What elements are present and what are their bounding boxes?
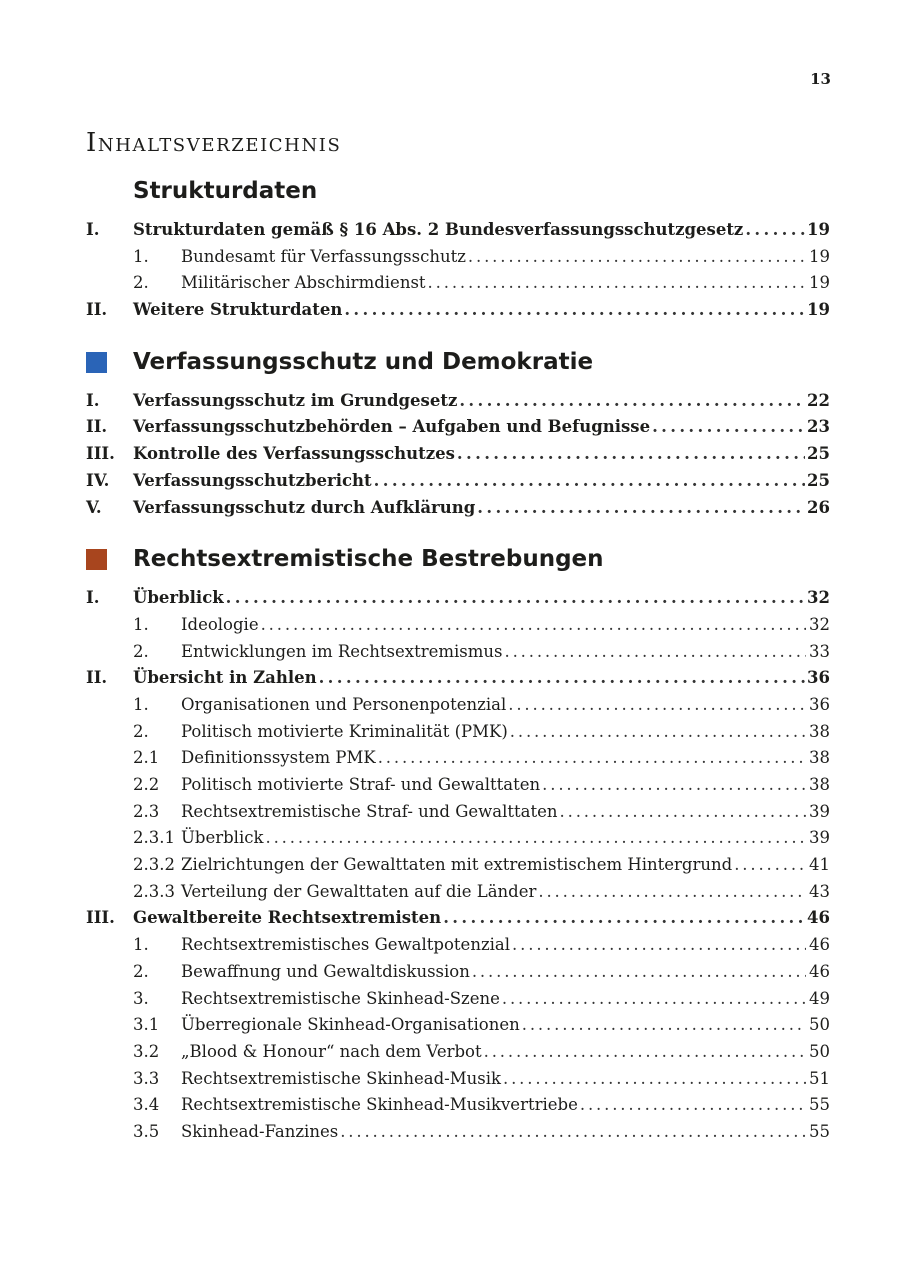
toc-entry-number: 2.3.3: [133, 881, 175, 901]
dot-leader: [652, 414, 805, 441]
dot-leader: [560, 799, 806, 826]
section-header: [86, 176, 830, 206]
dot-leader: [261, 612, 806, 639]
toc-entry-number: 2.: [133, 961, 149, 981]
toc-entry[interactable]: [86, 692, 830, 719]
toc-entry[interactable]: [86, 270, 830, 297]
section-header: [86, 544, 830, 574]
toc-entry-number: 2.: [133, 273, 149, 293]
toc-entry[interactable]: [86, 1066, 830, 1093]
toc-entry-number: III.: [86, 444, 115, 464]
dot-leader: [745, 217, 805, 244]
toc-entry-title: Militärischer Abschirmdienst: [181, 273, 426, 293]
toc-entry-number: I.: [86, 220, 100, 239]
toc-entry-page: 23: [807, 417, 830, 437]
toc-entry-title: Rechtsextremistisches Gewaltpotenzial: [181, 935, 511, 955]
toc-entry-number: V.: [86, 497, 102, 517]
dot-leader: [378, 745, 806, 772]
toc-entry-page: 46: [809, 935, 830, 955]
toc-entry-page: 55: [809, 1121, 830, 1141]
toc-entry-number: 2.3.2: [133, 855, 175, 875]
toc-entry-number: III.: [86, 908, 115, 928]
dot-leader: [504, 639, 806, 666]
toc-entry[interactable]: [86, 772, 830, 799]
toc-entry-page: 49: [809, 988, 830, 1008]
toc-entry-page: 25: [807, 444, 830, 464]
dot-leader: [522, 1012, 806, 1039]
toc-entry-title: Kontrolle des Verfassungsschutzes: [133, 444, 455, 464]
toc-entry-page: 50: [809, 1015, 830, 1035]
toc-entry[interactable]: [86, 745, 830, 772]
toc-entry-number: 3.: [133, 988, 149, 1008]
toc-entry-list: [86, 388, 830, 521]
dot-leader: [503, 1066, 806, 1093]
toc-entry-title: Verfassungsschutzbericht: [133, 470, 372, 490]
toc-entry-number: I.: [86, 390, 100, 410]
toc-entry-number: 2.2: [133, 775, 160, 794]
toc-entry[interactable]: [86, 612, 830, 639]
dot-leader: [457, 441, 805, 468]
toc-entry-title: Bundesamt für Verfassungsschutz: [181, 246, 466, 266]
toc-entry-title: Ideologie: [181, 614, 259, 634]
toc-entry-page: 22: [807, 390, 830, 410]
toc-entry[interactable]: [86, 1012, 830, 1039]
section-header: [86, 347, 830, 377]
toc-entry[interactable]: [86, 986, 830, 1013]
toc-entry-page: 55: [809, 1095, 830, 1115]
toc-entry-title: Überregionale Skinhead-Organisationen: [181, 1015, 520, 1035]
toc-entry-title: Entwicklungen im Rechtsextremismus: [181, 641, 503, 661]
toc-entry[interactable]: [86, 719, 830, 746]
toc-entry-title: Gewaltbereite Rechtsextremisten: [133, 908, 442, 928]
dot-leader: [319, 665, 805, 692]
toc-entry[interactable]: [86, 1119, 830, 1146]
toc-entry-number: 2.: [133, 721, 149, 741]
toc-entry-page: 19: [807, 220, 830, 239]
toc-entry-title: Definitionssystem PMK: [181, 748, 376, 768]
section-title: Rechtsextremistische Bestrebungen: [133, 546, 604, 573]
toc-entry-number: 2.1: [133, 748, 160, 768]
toc-entry-page: 38: [809, 748, 830, 768]
toc-entry-number: 1.: [133, 614, 149, 634]
toc-entry-title: Verfassungsschutzbehörden – Aufgaben und Befugnisse: [133, 417, 651, 437]
toc-entry-number: I.: [86, 588, 100, 608]
toc-entry-title: Strukturdaten gemäß § 16 Abs. 2 Bundesverfassungsschutzgesetz: [133, 220, 744, 239]
toc-entry[interactable]: [86, 825, 830, 852]
dot-leader: [472, 959, 806, 986]
toc-entry-number: 2.: [133, 641, 149, 661]
dot-leader: [477, 495, 805, 522]
section-color-marker: [86, 352, 107, 373]
toc-entry-number: 3.3: [133, 1068, 160, 1088]
toc-entry[interactable]: [86, 639, 830, 666]
page-number: 13: [810, 70, 831, 88]
toc-entry-page: 43: [809, 881, 830, 901]
toc-entry-number: 1.: [133, 694, 149, 714]
toc-entry-page: 19: [809, 246, 830, 266]
toc-entry-title: Verfassungsschutz im Grundgesetz: [133, 390, 458, 410]
toc-entry-page: 38: [809, 721, 830, 741]
toc-entry-title: Verfassungsschutz durch Aufklärung: [133, 497, 476, 517]
dot-leader: [265, 825, 806, 852]
toc-entry[interactable]: [86, 388, 830, 415]
toc-entry-number: II.: [86, 417, 108, 437]
toc-entry-page: 19: [807, 300, 830, 320]
toc-entry-title: Rechtsextremistische Straf- und Gewalttaten: [181, 801, 558, 821]
table-of-contents: [86, 176, 830, 1146]
toc-entry-page: 36: [807, 668, 830, 688]
toc-entry[interactable]: [86, 665, 830, 692]
toc-entry[interactable]: [86, 495, 830, 522]
toc-entry-page: 32: [807, 588, 830, 608]
toc-entry[interactable]: [86, 905, 830, 932]
toc-entry-page: 38: [809, 775, 830, 794]
toc-title: Inhaltsverzeichnis: [86, 128, 342, 158]
dot-leader: [468, 244, 806, 271]
toc-entry-title: Rechtsextremistische Skinhead-Musik: [181, 1068, 501, 1088]
toc-entry-number: 3.1: [133, 1015, 160, 1035]
dot-leader: [512, 932, 806, 959]
dot-leader: [226, 585, 805, 612]
toc-entry-page: 41: [809, 855, 830, 875]
toc-entry-page: 26: [807, 497, 830, 517]
toc-entry-list: [86, 217, 830, 324]
toc-entry[interactable]: [86, 441, 830, 468]
toc-entry[interactable]: [86, 799, 830, 826]
dot-leader: [502, 986, 806, 1013]
toc-entry-number: II.: [86, 300, 108, 320]
toc-entry-page: 19: [809, 273, 830, 293]
toc-entry-title: Skinhead-Fanzines: [181, 1121, 339, 1141]
section-title: Strukturdaten: [133, 178, 318, 204]
section-color-marker: [86, 549, 107, 570]
dot-leader: [340, 1119, 806, 1146]
dot-leader: [538, 879, 806, 906]
toc-entry-title: Politisch motivierte Straf- und Gewalttaten: [181, 775, 541, 794]
dot-leader: [459, 388, 805, 415]
toc-entry-page: 32: [809, 614, 830, 634]
toc-entry-title: Bewaffnung und Gewaltdiskussion: [181, 961, 470, 981]
dot-leader: [484, 1039, 806, 1066]
toc-entry-list: [86, 585, 830, 1145]
dot-leader: [508, 692, 806, 719]
toc-entry[interactable]: [86, 1092, 830, 1119]
toc-entry-page: 33: [809, 641, 830, 661]
toc-entry[interactable]: [86, 959, 830, 986]
toc-entry-title: Weitere Strukturdaten: [133, 300, 343, 320]
toc-entry[interactable]: [86, 217, 830, 244]
toc-entry[interactable]: [86, 468, 830, 495]
toc-entry-page: 46: [809, 961, 830, 981]
toc-entry-number: 1.: [133, 246, 149, 266]
toc-entry-number: 2.3.1: [133, 828, 175, 848]
toc-entry-number: 2.3: [133, 801, 160, 821]
dot-leader: [734, 852, 806, 879]
dot-leader: [542, 772, 806, 799]
toc-entry-title: Zielrichtungen der Gewalttaten mit extremistischem Hintergrund: [181, 855, 733, 875]
toc-entry[interactable]: [86, 585, 830, 612]
toc-entry-title: Verteilung der Gewalttaten auf die Länder: [181, 881, 537, 901]
toc-entry-number: II.: [86, 668, 108, 688]
dot-leader: [580, 1092, 806, 1119]
toc-entry-title: Organisationen und Personenpotenzial: [181, 694, 507, 714]
toc-entry-page: 51: [809, 1068, 830, 1088]
toc-entry-page: 46: [807, 908, 830, 928]
toc-entry-number: 3.2: [133, 1041, 160, 1061]
toc-entry-title: Überblick: [133, 588, 224, 608]
toc-entry-title: Politisch motivierte Kriminalität (PMK): [181, 721, 508, 741]
toc-entry-number: 3.5: [133, 1121, 160, 1141]
toc-entry[interactable]: [86, 244, 830, 271]
toc-entry[interactable]: [86, 1039, 830, 1066]
section-title: Verfassungsschutz und Demokratie: [133, 348, 594, 375]
toc-entry[interactable]: [86, 879, 830, 906]
dot-leader: [443, 905, 805, 932]
dot-leader: [428, 270, 806, 297]
toc-entry[interactable]: [86, 414, 830, 441]
toc-entry-page: 50: [809, 1041, 830, 1061]
dot-leader: [510, 719, 806, 746]
toc-entry[interactable]: [86, 932, 830, 959]
toc-entry-title: Überblick: [181, 828, 264, 848]
toc-entry-title: Übersicht in Zahlen: [133, 668, 317, 688]
toc-entry[interactable]: [86, 297, 830, 324]
toc-entry-number: 1.: [133, 935, 149, 955]
toc-entry-number: IV.: [86, 470, 110, 490]
toc-entry-title: Rechtsextremistische Skinhead-Musikvertriebe: [181, 1095, 578, 1115]
toc-entry-number: 3.4: [133, 1095, 160, 1115]
toc-entry-title: „Blood & Honour“ nach dem Verbot: [181, 1041, 482, 1061]
dot-leader: [374, 468, 805, 495]
toc-entry-page: 36: [809, 694, 830, 714]
toc-entry-title: Rechtsextremistische Skinhead-Szene: [181, 988, 500, 1008]
dot-leader: [344, 297, 805, 324]
toc-entry-page: 39: [809, 828, 830, 848]
toc-entry[interactable]: [86, 852, 830, 879]
toc-entry-page: 25: [807, 470, 830, 490]
toc-entry-page: 39: [809, 801, 830, 821]
